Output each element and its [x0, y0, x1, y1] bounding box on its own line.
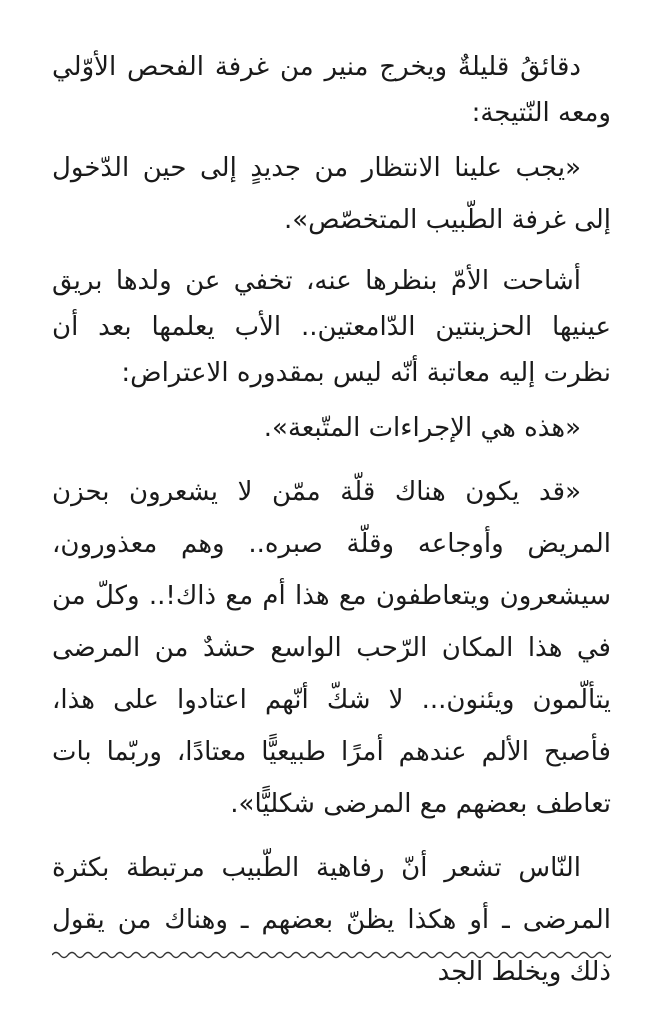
paragraph-exam-result: دقائقُ قليلةٌ ويخرج منير من غرفة الفحص الأوّلي ومعه النّتيجة:: [52, 52, 611, 128]
paragraph-patients-reflection: «قد يكون هناك قلّة ممّن لا يشعرون بحزن المريض وأوجاعه وقلّة صبره.. وهم معذورون، سيشعرون ويتعاطفون مع هذا أم مع ذاك!.. وكلّ من في هذا المكان الرّحب الواسع حشدٌ من المرضى يتألّمون ويئنون... لا شكّ أنّهم اعتادوا على هذا، فأصبح الألم عندهم أمرًا طبيعيًّا معتادًا، وربّما بات تعاطف بعضهم مع المرضى شكليًّا».: [52, 477, 611, 819]
paragraph-mother-looks-away: أشاحت الأمّ بنظرها عنه، تخفي عن ولدها بريق عينيها الحزينتين الدّامعتين.. الأب يعلمها بعد أن نظرت إليه معاتبة أنّه ليس بمقدوره الاعتراض:: [52, 266, 611, 388]
book-page-text: [52, 44, 611, 1010]
paragraph-doctor-welfare: النّاس تشعر أنّ رفاهية الطّبيب مرتبطة بكثرة المرضى ـ أو هكذا يظنّ بعضهم ـ وهناك من يقول ذلك ويخلط الجد: [52, 853, 611, 987]
page-end-wavy-divider: [52, 948, 611, 962]
paragraph-procedures-quote: «هذه هي الإجراءات المتّبعة».: [263, 413, 581, 443]
paragraph-wait-quote: «يجب علينا الانتظار من جديدٍ إلى حين الدّخول إلى غرفة الطّبيب المتخصّص».: [52, 153, 611, 235]
